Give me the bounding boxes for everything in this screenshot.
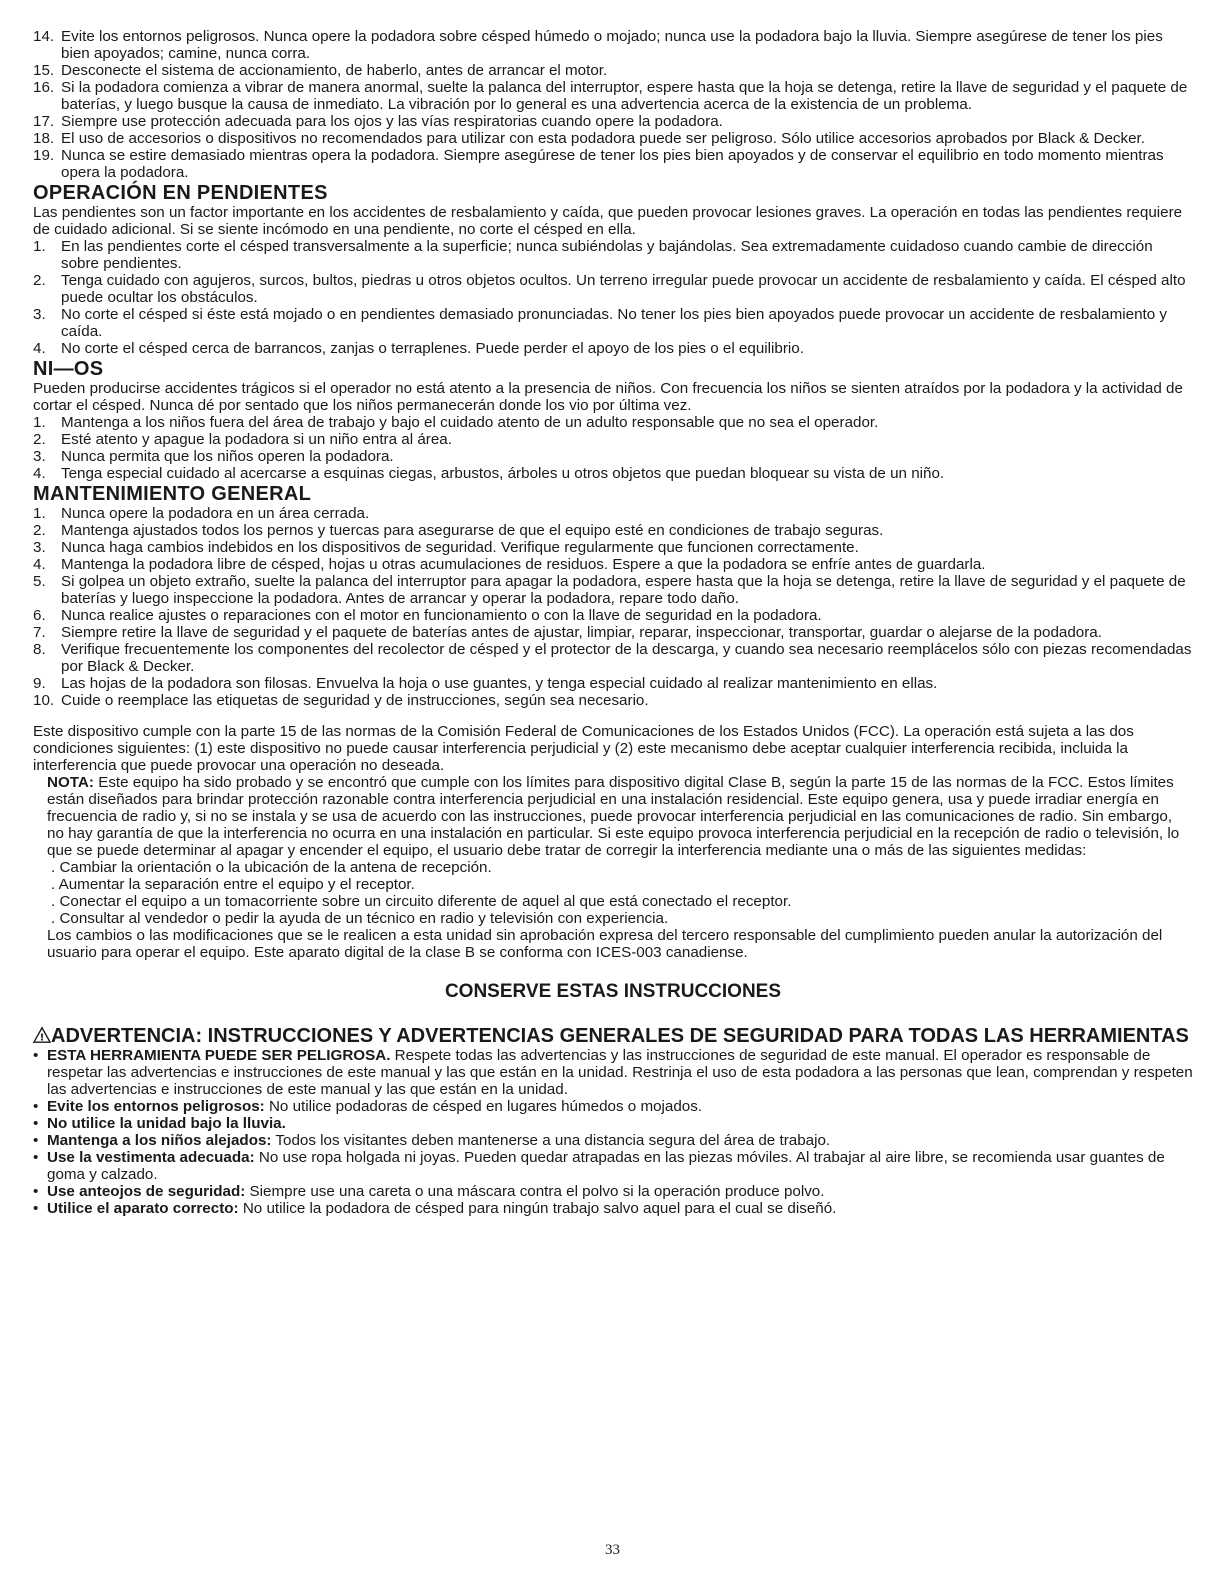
list-item: • Use la vestimenta adecuada: No use ropa holgada ni joyas. Pueden quedar atrapadas en las piezas móviles. Al trabajar al aire libre, se recomienda usar guantes de goma y calzado. xyxy=(33,1149,1165,1183)
maintenance-list xyxy=(33,505,1193,709)
list-item: 6. Nunca realice ajustes o reparaciones con el motor en funcionamiento o con la llave de seguridad en la podadora. xyxy=(33,607,822,624)
list-item: 3. Nunca permita que los niños operen la podadora. xyxy=(33,448,394,465)
children-intro: Pueden producirse accidentes trágicos si el operador no está atento a la presencia de niños. Con frecuencia los niños se sienten atraídos por la podadora y la actividad de cortar el césped. Nunca dé por sentado que los niños permanecerán donde los vio por última vez. xyxy=(33,380,1183,414)
list-item: 2. Esté atento y apague la podadora si un niño entra al área. xyxy=(33,431,452,448)
note-label: NOTA: xyxy=(47,774,94,791)
list-item: 10. Cuide o reemplace las etiquetas de seguridad y de instrucciones, según sea necesario. xyxy=(33,692,649,709)
fcc-tail: Los cambios o las modificaciones que se le realicen a esta unidad sin aprobación expresa del tercero responsable del cumplimiento pueden anular la autorización del usuario para operar el equipo. Este aparato digital de la clase B se conforma con ICES-003 canadiense. xyxy=(47,927,1163,961)
section-heading-slopes: OPERACIÓN EN PENDIENTES xyxy=(33,182,328,204)
list-item: • Evite los entornos peligrosos: No utilice podadoras de césped en lugares húmedos o mojados. xyxy=(33,1098,703,1115)
conserve-heading: CONSERVE ESTAS INSTRUCCIONES xyxy=(444,981,782,1002)
page-number: 33 xyxy=(605,1542,620,1558)
fcc-intro: Este dispositivo cumple con la parte 15 de las normas de la Comisión Federal de Comunicaciones de los Estados Unidos (FCC). La operación está sujeta a las dos condiciones siguientes: (1) este dispositivo no puede causar interferencia perjudicial y (2) este mecanismo debe aceptar cualquier interferencia recibida, incluida la interferencia que puede provocar una operación no deseada. xyxy=(33,723,1134,774)
warning-title: ADVERTENCIA: INSTRUCCIONES Y ADVERTENCIAS GENERALES DE SEGURIDAD PARA TODAS LAS HERRAMIENTAS xyxy=(51,1025,1189,1047)
list-item: 5. Si golpea un objeto extraño, suelte la palanca del interruptor para apagar la podadora, espere hasta que la hoja se detenga, retire la llave de seguridad y el paquete de baterías y luego inspeccione la podadora. Antes de arrancar y operar la podadora, repare todo daño. xyxy=(33,573,1186,607)
fcc-notice xyxy=(33,723,1193,961)
list-item: • Use anteojos de seguridad: Siempre use una careta o una máscara contra el polvo si la operación produce polvo. xyxy=(33,1183,825,1200)
list-item: 9. Las hojas de la podadora son filosas. Envuelva la hoja o use guantes, y tenga especial cuidado al realizar mantenimiento en ellas. xyxy=(33,675,938,692)
children-list xyxy=(33,414,1193,482)
list-item: 8. Verifique frecuentemente los componentes del recolector de césped y el protector de la descarga, y cuando sea necesario reemplácelos sólo con piezas recomendadas por Black & Decker. xyxy=(33,641,1192,675)
bullet-icon: • xyxy=(33,1098,39,1115)
bullet-icon: • xyxy=(33,1047,39,1064)
list-item: 1. Nunca opere la podadora en un área cerrada. xyxy=(33,505,370,522)
list-item: 17. Siempre use protección adecuada para los ojos y las vías respiratorias cuando opere la podadora. xyxy=(33,113,723,130)
list-item: 4. No corte el césped cerca de barrancos, zanjas o terraplenes. Puede perder el apoyo de los pies o el equilibrio. xyxy=(33,340,804,357)
list-item: 2. Tenga cuidado con agujeros, surcos, bultos, piedras u otros objetos ocultos. Un terreno irregular puede provocar un accidente de resbalamiento y caída. El césped alto puede ocultar los obstáculos. xyxy=(33,272,1186,306)
list-item: 1. Mantenga a los niños fuera del área de trabajo y bajo el cuidado atento de un adulto responsable que no sea el operador. xyxy=(33,414,879,431)
fcc-measures xyxy=(33,859,1193,927)
document-page xyxy=(33,28,1193,1217)
list-item: 4. Mantenga la podadora libre de césped, hojas u otras acumulaciones de residuos. Espere a que la podadora se enfríe antes de guardarla. xyxy=(33,556,986,573)
slopes-intro: Las pendientes son un factor importante en los accidentes de resbalamiento y caída, que pueden provocar lesiones graves. La operación en todas las pendientes requiere de cuidado adicional. Si se siente incómodo en una pendiente, no corte el césped en ella. xyxy=(33,204,1183,238)
list-item: • Mantenga a los niños alejados: Todos los visitantes deben mantenerse a una distancia segura del área de trabajo. xyxy=(33,1132,831,1149)
list-item: . Aumentar la separación entre el equipo y el receptor. xyxy=(51,876,415,893)
list-item: 1. En las pendientes corte el césped transversalmente a la superficie; nunca subiéndolas y bajándolas. Sea extremadamente cuidadoso cuando cambie de dirección sobre pendientes. xyxy=(33,238,1153,272)
bullet-icon: • xyxy=(33,1115,39,1132)
slopes-list xyxy=(33,238,1193,357)
list-item: 7. Siempre retire la llave de seguridad y el paquete de baterías antes de ajustar, limpiar, reparar, inspeccionar, transportar, guardar o alejarse de la podadora. xyxy=(33,624,1102,641)
section-heading-children: NI—OS xyxy=(33,358,104,380)
list-item: 2. Mantenga ajustados todos los pernos y tuercas para asegurarse de que el equipo esté en condiciones de trabajo seguras. xyxy=(33,522,884,539)
list-item: 16. Si la podadora comienza a vibrar de manera anormal, suelte la palanca del interruptor, espere hasta que la hoja se detenga, retire la llave de seguridad y el paquete de baterías, y luego busque la causa de inmediato. La vibración por lo general es una advertencia acerca de la existencia de un problema. xyxy=(33,79,1188,113)
list-item: . Cambiar la orientación o la ubicación de la antena de recepción. xyxy=(51,859,492,876)
svg-text:!: ! xyxy=(39,1032,45,1044)
list-item: 19. Nunca se estire demasiado mientras opera la podadora. Siempre asegúrese de tener los pies bien apoyados y de conservar el equilibrio en todo momento mientras opera la podadora. xyxy=(33,147,1164,181)
note-text: Este equipo ha sido probado y se encontró que cumple con los límites para dispositivo digital Clase B, según la parte 15 de las normas de la FCC. Estos límites están diseñados para brindar protección razonable contra interferencia perjudicial en una instalación residencial. Este equipo genera, usa y puede irradiar energía en frecuencia de radio y, si no se instala y se usa de acuerdo con las instrucciones, puede provocar interferencia perjudicial en las comunicaciones de radio. Sin embargo, no hay garantía de que la interferencia no ocurra en una instalación en particular. Si este equipo provoca interferencia perjudicial en la recepción de radio o televisión, lo que se puede determinar al apagar y encender el equipo, el usuario debe tratar de corregir la interferencia mediante una o más de las siguientes medidas: xyxy=(47,774,1180,859)
section-heading-maintenance: MANTENIMIENTO GENERAL xyxy=(33,483,312,505)
bullet-icon: • xyxy=(33,1149,39,1166)
list-item: 14. Evite los entornos peligrosos. Nunca opere la podadora sobre césped húmedo o mojado; nunca use la podadora bajo la lluvia. Siempre asegúrese de tener los pies bien apoyados; camine, nunca corra. xyxy=(33,28,1163,62)
warning-triangle-icon xyxy=(33,1025,51,1047)
warning-bullets xyxy=(33,1047,1193,1217)
bullet-icon: • xyxy=(33,1132,39,1149)
list-item: 18. El uso de accesorios o dispositivos no recomendados para utilizar con esta podadora puede ser peligroso. Sólo utilice accesorios aprobados por Black & Decker. xyxy=(33,130,1145,147)
list-item: • Utilice el aparato correcto: No utilice la podadora de césped para ningún trabajo salvo aquel para el cual se diseñó. xyxy=(33,1200,837,1217)
warning-heading xyxy=(33,1025,1193,1047)
list-item: • ESTA HERRAMIENTA PUEDE SER PELIGROSA. Respete todas las advertencias y las instrucciones de seguridad de este manual. El operador es responsable de respetar las advertencias e instrucciones de este manual y las que están en la unidad. Restrinja el uso de esta podadora a las personas que lean, comprendan y respeten las advertencias e instrucciones de este manual y las que están en la unidad. xyxy=(33,1047,1193,1098)
list-item: . Consultar al vendedor o pedir la ayuda de un técnico en radio y televisión con experiencia. xyxy=(51,910,669,927)
list-item: • No utilice la unidad bajo la lluvia. xyxy=(33,1115,286,1132)
bullet-icon: • xyxy=(33,1200,39,1217)
bullet-icon: • xyxy=(33,1183,39,1200)
list-item: 4. Tenga especial cuidado al acercarse a esquinas ciegas, arbustos, árboles u otros objetos que puedan bloquear su vista de un niño. xyxy=(33,465,945,482)
fcc-note xyxy=(33,774,1193,859)
list-item: . Conectar el equipo a un tomacorriente sobre un circuito diferente de aquel al que está conectado el receptor. xyxy=(51,893,792,910)
list-item: 3. Nunca haga cambios indebidos en los dispositivos de seguridad. Verifique regularmente que funcionen correctamente. xyxy=(33,539,859,556)
list-item: 15. Desconecte el sistema de accionamiento, de haberlo, antes de arrancar el motor. xyxy=(33,62,608,79)
intro-list xyxy=(33,28,1193,181)
list-item: 3. No corte el césped si éste está mojado o en pendientes demasiado pronunciadas. No tener los pies bien apoyados puede provocar un accidente de resbalamiento y caída. xyxy=(33,306,1168,340)
